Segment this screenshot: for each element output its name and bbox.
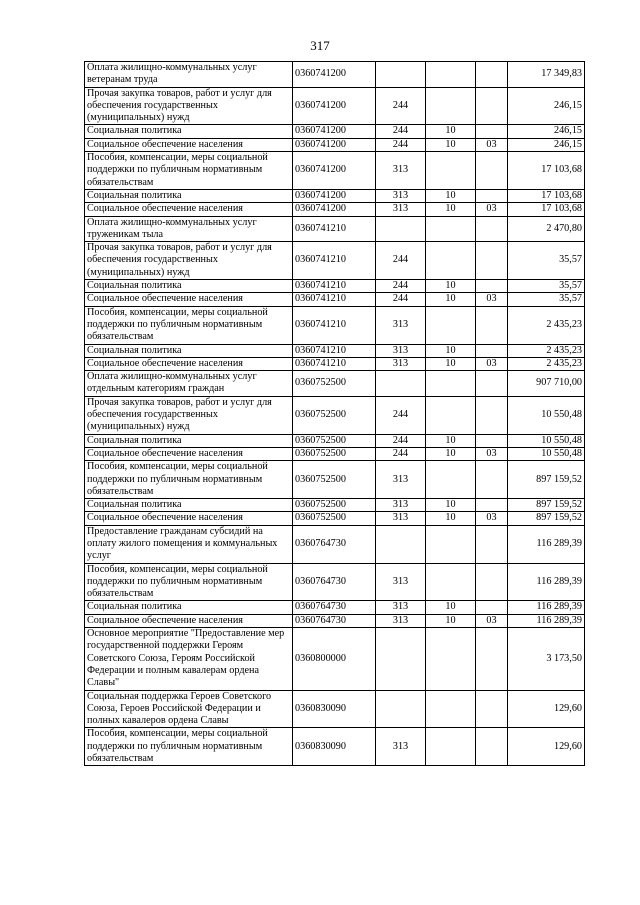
expense-type-code: 313 — [376, 614, 426, 627]
section-code — [426, 728, 476, 766]
row-name: Оплата жилищно-коммунальных услуг труженикам тыла — [85, 216, 293, 242]
target-article-code: 0360741200 — [293, 138, 376, 151]
amount: 2 435,23 — [508, 306, 585, 344]
table-row — [85, 138, 585, 151]
table-row — [85, 563, 585, 601]
section-code — [426, 152, 476, 190]
row-name: Социальная политика — [85, 601, 293, 614]
subsection-code — [476, 396, 508, 434]
subsection-code — [476, 371, 508, 397]
section-code: 10 — [426, 499, 476, 512]
table-row — [85, 62, 585, 88]
target-article-code: 0360741210 — [293, 306, 376, 344]
section-code: 10 — [426, 614, 476, 627]
expense-type-code: 313 — [376, 152, 426, 190]
row-name: Социальная политика — [85, 434, 293, 447]
amount: 116 289,39 — [508, 563, 585, 601]
section-code — [426, 461, 476, 499]
amount: 10 550,48 — [508, 447, 585, 460]
subsection-code — [476, 87, 508, 125]
section-code: 10 — [426, 138, 476, 151]
subsection-code — [476, 152, 508, 190]
section-code — [426, 87, 476, 125]
row-name: Пособия, компенсации, меры социальной поддержки по публичным нормативным обязательствам — [85, 461, 293, 499]
target-article-code: 0360764730 — [293, 563, 376, 601]
row-name: Социальная политика — [85, 125, 293, 138]
expense-type-code: 244 — [376, 87, 426, 125]
section-code — [426, 371, 476, 397]
row-name: Социальное обеспечение населения — [85, 138, 293, 151]
row-name: Социальное обеспечение населения — [85, 357, 293, 370]
target-article-code: 0360764730 — [293, 525, 376, 563]
expense-type-code: 313 — [376, 499, 426, 512]
expense-type-code — [376, 690, 426, 728]
table-row — [85, 447, 585, 460]
subsection-code — [476, 62, 508, 88]
section-code: 10 — [426, 189, 476, 202]
table-row — [85, 512, 585, 525]
row-name: Социальная политика — [85, 189, 293, 202]
target-article-code: 0360741200 — [293, 87, 376, 125]
table-row — [85, 87, 585, 125]
subsection-code — [476, 728, 508, 766]
amount: 246,15 — [508, 125, 585, 138]
target-article-code: 0360741210 — [293, 242, 376, 280]
subsection-code — [476, 280, 508, 293]
row-name: Пособия, компенсации, меры социальной поддержки по публичным нормативным обязательствам — [85, 728, 293, 766]
subsection-code — [476, 690, 508, 728]
amount: 2 435,23 — [508, 344, 585, 357]
target-article-code: 0360830090 — [293, 728, 376, 766]
target-article-code: 0360741210 — [293, 293, 376, 306]
expense-type-code — [376, 628, 426, 690]
expense-type-code — [376, 525, 426, 563]
expense-type-code: 313 — [376, 306, 426, 344]
section-code — [426, 62, 476, 88]
row-name: Социальное обеспечение населения — [85, 447, 293, 460]
target-article-code: 0360741210 — [293, 357, 376, 370]
row-name: Социальная политика — [85, 344, 293, 357]
expense-type-code: 313 — [376, 357, 426, 370]
expense-type-code: 313 — [376, 189, 426, 202]
amount: 17 103,68 — [508, 203, 585, 216]
expense-type-code: 244 — [376, 242, 426, 280]
subsection-code — [476, 601, 508, 614]
expense-type-code — [376, 371, 426, 397]
row-name: Прочая закупка товаров, работ и услуг для обеспечения государственных (муниципальных) нужд — [85, 87, 293, 125]
section-code — [426, 690, 476, 728]
section-code — [426, 242, 476, 280]
amount: 116 289,39 — [508, 601, 585, 614]
table-row — [85, 344, 585, 357]
expense-type-code: 244 — [376, 293, 426, 306]
section-code: 10 — [426, 125, 476, 138]
expense-type-code: 244 — [376, 447, 426, 460]
subsection-code — [476, 563, 508, 601]
subsection-code: 03 — [476, 138, 508, 151]
expense-type-code — [376, 62, 426, 88]
row-name: Пособия, компенсации, меры социальной поддержки по публичным нормативным обязательствам — [85, 563, 293, 601]
row-name: Пособия, компенсации, меры социальной поддержки по публичным нормативным обязательствам — [85, 306, 293, 344]
row-name: Социальное обеспечение населения — [85, 293, 293, 306]
section-code — [426, 216, 476, 242]
amount: 2 435,23 — [508, 357, 585, 370]
subsection-code — [476, 461, 508, 499]
amount: 116 289,39 — [508, 614, 585, 627]
target-article-code: 0360741200 — [293, 62, 376, 88]
amount: 897 159,52 — [508, 499, 585, 512]
table-row — [85, 125, 585, 138]
target-article-code: 0360830090 — [293, 690, 376, 728]
row-name: Социальное обеспечение населения — [85, 203, 293, 216]
expense-type-code: 313 — [376, 512, 426, 525]
table-row — [85, 242, 585, 280]
subsection-code: 03 — [476, 614, 508, 627]
expense-type-code — [376, 216, 426, 242]
amount: 116 289,39 — [508, 525, 585, 563]
amount: 897 159,52 — [508, 512, 585, 525]
target-article-code: 0360752500 — [293, 371, 376, 397]
table-row — [85, 306, 585, 344]
target-article-code: 0360752500 — [293, 434, 376, 447]
section-code: 10 — [426, 203, 476, 216]
row-name: Социальное обеспечение населения — [85, 614, 293, 627]
target-article-code: 0360741210 — [293, 280, 376, 293]
section-code: 10 — [426, 447, 476, 460]
amount: 35,57 — [508, 242, 585, 280]
section-code: 10 — [426, 601, 476, 614]
target-article-code: 0360752500 — [293, 499, 376, 512]
expense-type-code: 313 — [376, 461, 426, 499]
subsection-code — [476, 125, 508, 138]
amount: 3 173,50 — [508, 628, 585, 690]
table-row — [85, 152, 585, 190]
table-row — [85, 461, 585, 499]
subsection-code: 03 — [476, 293, 508, 306]
expense-type-code: 244 — [376, 434, 426, 447]
amount: 35,57 — [508, 293, 585, 306]
table-row — [85, 499, 585, 512]
table-row — [85, 690, 585, 728]
section-code: 10 — [426, 344, 476, 357]
amount: 10 550,48 — [508, 396, 585, 434]
section-code: 10 — [426, 512, 476, 525]
row-name: Оплата жилищно-коммунальных услуг ветеранам труда — [85, 62, 293, 88]
subsection-code — [476, 434, 508, 447]
subsection-code: 03 — [476, 512, 508, 525]
expense-type-code: 313 — [376, 203, 426, 216]
section-code — [426, 628, 476, 690]
row-name: Социальная поддержка Героев Советского Союза, Героев Российской Федерации и полных кавалеров ордена Славы — [85, 690, 293, 728]
expense-type-code: 244 — [376, 280, 426, 293]
section-code: 10 — [426, 293, 476, 306]
budget-table-body — [85, 62, 585, 766]
target-article-code: 0360741200 — [293, 203, 376, 216]
table-row — [85, 216, 585, 242]
target-article-code: 0360752500 — [293, 512, 376, 525]
target-article-code: 0360741200 — [293, 189, 376, 202]
row-name: Основное мероприятие "Предоставление мер государственной поддержки Героям Советского Союза, Героям Российской Федерации и полным кавалерам ордена Славы" — [85, 628, 293, 690]
table-row — [85, 614, 585, 627]
table-row — [85, 434, 585, 447]
target-article-code: 0360752500 — [293, 447, 376, 460]
row-name: Прочая закупка товаров, работ и услуг для обеспечения государственных (муниципальных) нужд — [85, 242, 293, 280]
row-name: Социальная политика — [85, 499, 293, 512]
row-name: Социальное обеспечение населения — [85, 512, 293, 525]
target-article-code: 0360741200 — [293, 152, 376, 190]
section-code — [426, 306, 476, 344]
section-code — [426, 563, 476, 601]
section-code: 10 — [426, 280, 476, 293]
subsection-code: 03 — [476, 357, 508, 370]
row-name: Прочая закупка товаров, работ и услуг для обеспечения государственных (муниципальных) нужд — [85, 396, 293, 434]
table-row — [85, 601, 585, 614]
target-article-code: 0360764730 — [293, 614, 376, 627]
target-article-code: 0360752500 — [293, 396, 376, 434]
subsection-code — [476, 525, 508, 563]
subsection-code — [476, 499, 508, 512]
table-row — [85, 203, 585, 216]
row-name: Пособия, компенсации, меры социальной поддержки по публичным нормативным обязательствам — [85, 152, 293, 190]
expense-type-code: 313 — [376, 563, 426, 601]
section-code: 10 — [426, 434, 476, 447]
amount: 897 159,52 — [508, 461, 585, 499]
expense-type-code: 313 — [376, 344, 426, 357]
table-row — [85, 189, 585, 202]
expense-type-code: 313 — [376, 728, 426, 766]
amount: 35,57 — [508, 280, 585, 293]
amount: 17 103,68 — [508, 189, 585, 202]
expense-type-code: 244 — [376, 396, 426, 434]
target-article-code: 0360741210 — [293, 216, 376, 242]
table-row — [85, 728, 585, 766]
amount: 17 103,68 — [508, 152, 585, 190]
subsection-code — [476, 306, 508, 344]
table-row — [85, 371, 585, 397]
target-article-code: 0360764730 — [293, 601, 376, 614]
subsection-code: 03 — [476, 447, 508, 460]
row-name: Социальная политика — [85, 280, 293, 293]
subsection-code — [476, 628, 508, 690]
expense-type-code: 244 — [376, 125, 426, 138]
table-row — [85, 293, 585, 306]
amount: 17 349,83 — [508, 62, 585, 88]
section-code: 10 — [426, 357, 476, 370]
section-code — [426, 525, 476, 563]
row-name: Оплата жилищно-коммунальных услуг отдельным категориям граждан — [85, 371, 293, 397]
expense-type-code: 313 — [376, 601, 426, 614]
subsection-code — [476, 216, 508, 242]
amount: 129,60 — [508, 728, 585, 766]
budget-table — [84, 61, 585, 766]
amount: 246,15 — [508, 87, 585, 125]
section-code — [426, 396, 476, 434]
amount: 129,60 — [508, 690, 585, 728]
subsection-code — [476, 344, 508, 357]
table-row — [85, 396, 585, 434]
expense-type-code: 244 — [376, 138, 426, 151]
subsection-code: 03 — [476, 203, 508, 216]
target-article-code: 0360741200 — [293, 125, 376, 138]
amount: 10 550,48 — [508, 434, 585, 447]
table-row — [85, 280, 585, 293]
amount: 2 470,80 — [508, 216, 585, 242]
target-article-code: 0360741210 — [293, 344, 376, 357]
table-row — [85, 628, 585, 690]
table-row — [85, 525, 585, 563]
row-name: Предоставление гражданам субсидий на оплату жилого помещения и коммунальных услуг — [85, 525, 293, 563]
subsection-code — [476, 189, 508, 202]
page-number: 317 — [310, 38, 330, 53]
amount: 246,15 — [508, 138, 585, 151]
table-row — [85, 357, 585, 370]
amount: 907 710,00 — [508, 371, 585, 397]
target-article-code: 0360800000 — [293, 628, 376, 690]
target-article-code: 0360752500 — [293, 461, 376, 499]
subsection-code — [476, 242, 508, 280]
